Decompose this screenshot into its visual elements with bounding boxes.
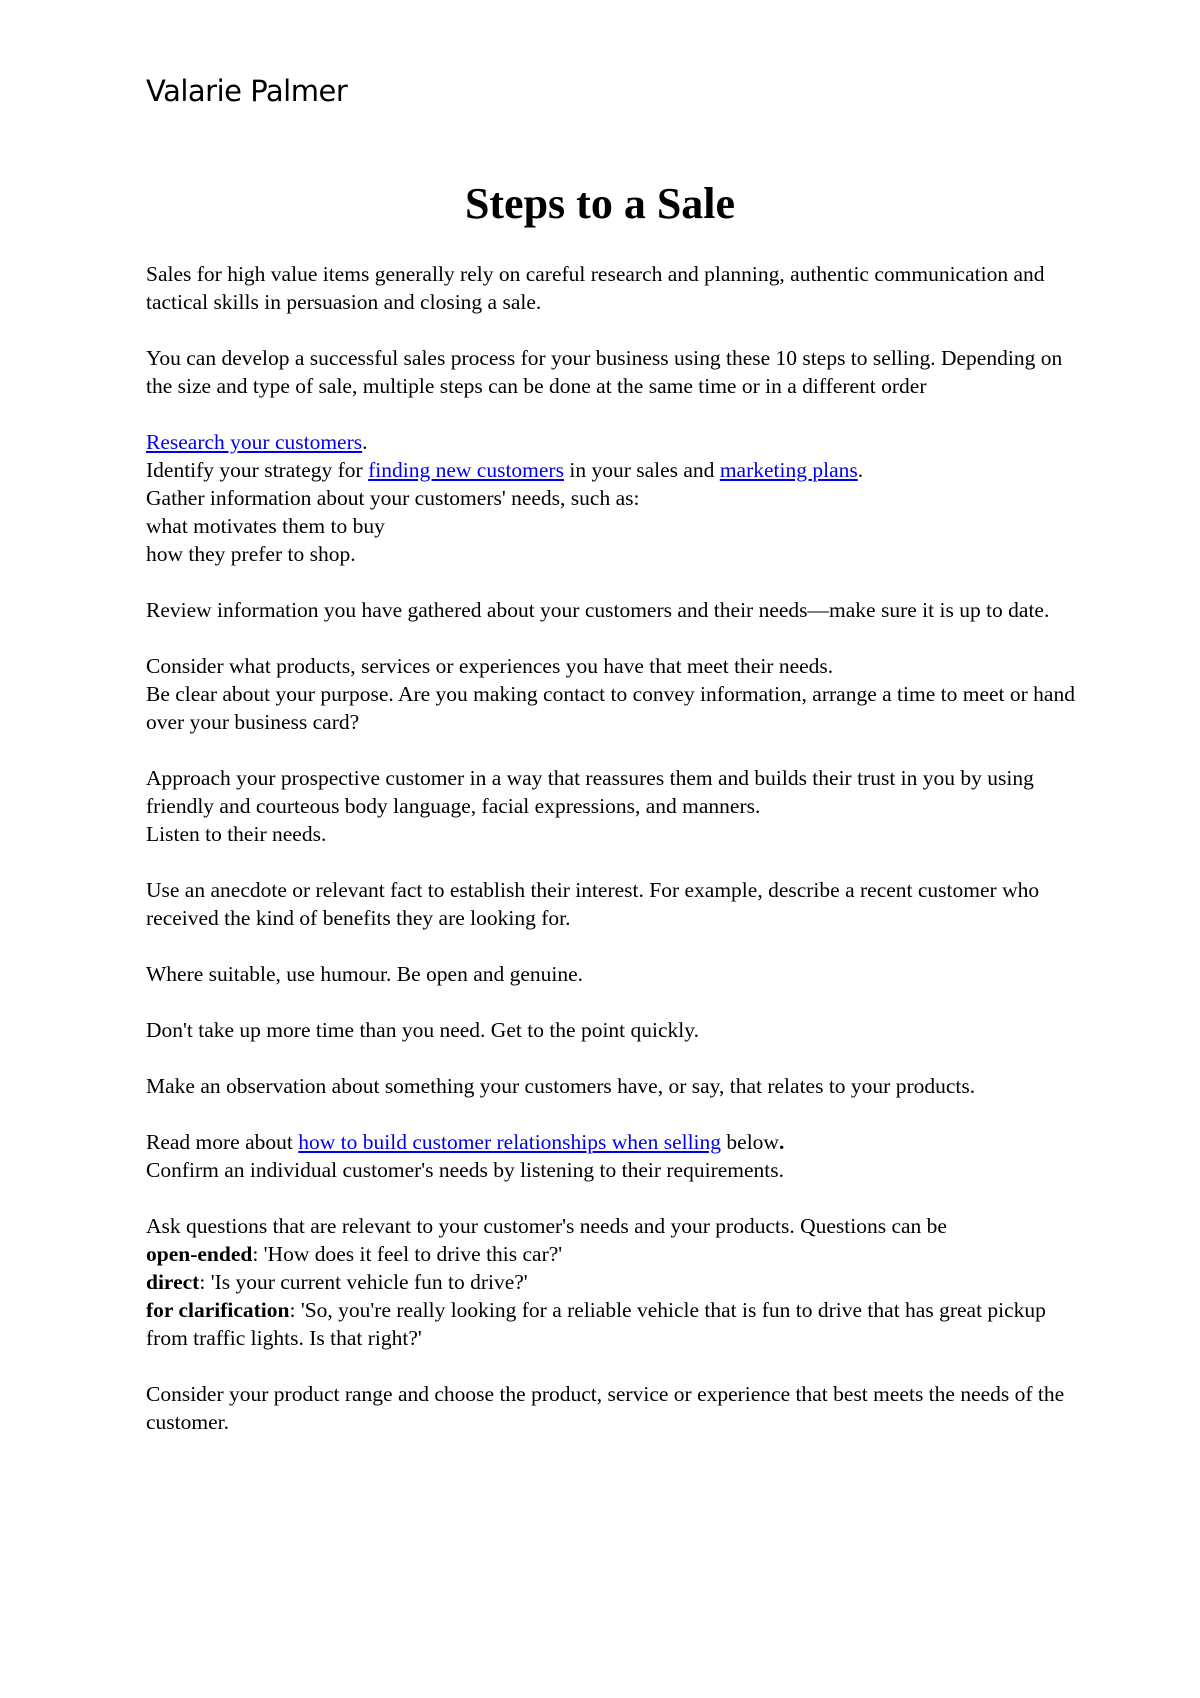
purpose-text: Be clear about your purpose. Are you making contact to convey information, arrange a time to meet or hand over your business card? — [146, 682, 1075, 734]
open-ended-example: : 'How does it feel to drive this car?' — [252, 1242, 563, 1266]
observation-paragraph: Make an observation about something your customers have, or say, that relates to your products. — [146, 1074, 976, 1098]
identify-text-end: . — [857, 458, 864, 482]
listen-text: Listen to their needs. — [146, 822, 327, 846]
questions-paragraph — [146, 1212, 1076, 1352]
read-more-paragraph — [146, 1128, 1076, 1184]
humour-paragraph: Where suitable, use humour. Be open and genuine. — [146, 962, 584, 986]
confirm-needs-text: Confirm an individual customer's needs by listening to their requirements. — [146, 1158, 784, 1182]
questions-intro: Ask questions that are relevant to your customer's needs and your products. Questions can be — [146, 1214, 947, 1238]
consider-paragraph — [146, 652, 1076, 736]
customer-relationships-link[interactable]: how to build customer relationships when selling — [298, 1130, 722, 1154]
process-paragraph: You can develop a successful sales process for your business using these 10 steps to selling. Depending on the size and type of sale, multiple steps can be done at the same time or in a different order — [146, 346, 1063, 398]
finding-new-customers-link[interactable]: finding new customers — [368, 458, 564, 482]
open-ended-label: open-ended — [146, 1242, 253, 1266]
document-body — [146, 260, 1076, 1464]
approach-text: Approach your prospective customer in a way that reassures them and builds their trust in you by using friendly and courteous body language, facial expressions, and manners. — [146, 766, 1034, 818]
marketing-plans-link[interactable]: marketing plans — [719, 458, 858, 482]
author-name: Valarie Palmer — [146, 74, 348, 108]
intro-paragraph: Sales for high value items generally rely on careful research and planning, authentic communication and tactical skills in persuasion and closing a sale. — [146, 262, 1045, 314]
review-paragraph: Review information you have gathered about your customers and their needs—make sure it is up to date. — [146, 598, 1050, 622]
identify-text-middle: in your sales and — [563, 458, 720, 482]
clarification-example: : 'So, you're really looking for a reliable vehicle that is fun to drive that has great pickup from traffic lights. Is that right?' — [146, 1298, 1046, 1350]
anecdote-paragraph: Use an anecdote or relevant fact to establish their interest. For example, describe a recent customer who received the kind of benefits they are looking for. — [146, 878, 1040, 930]
read-more-text-start: Read more about — [146, 1130, 299, 1154]
research-section — [146, 428, 1076, 568]
research-link-suffix: . — [362, 430, 368, 454]
consider-products-text: Consider what products, services or experiences you have that meet their needs. — [146, 654, 834, 678]
read-more-period: . — [778, 1130, 785, 1154]
product-range-paragraph: Consider your product range and choose the product, service or experience that best meets the needs of the customer. — [146, 1382, 1065, 1434]
time-paragraph: Don't take up more time than you need. Get to the point quickly. — [146, 1018, 699, 1042]
direct-label: direct — [146, 1270, 200, 1294]
document-title: Steps to a Sale — [464, 179, 736, 228]
research-customers-link[interactable]: Research your customers — [146, 430, 363, 454]
need-item-motivates: what motivates them to buy — [146, 514, 385, 538]
direct-example: : 'Is your current vehicle fun to drive?' — [199, 1270, 528, 1294]
identify-text-start: Identify your strategy for — [146, 458, 369, 482]
approach-paragraph — [146, 764, 1076, 848]
need-item-shop: how they prefer to shop. — [146, 542, 356, 566]
read-more-text-end: below — [721, 1130, 779, 1154]
gather-text: Gather information about your customers' needs, such as: — [146, 486, 640, 510]
clarification-label: for clarification — [146, 1298, 290, 1322]
